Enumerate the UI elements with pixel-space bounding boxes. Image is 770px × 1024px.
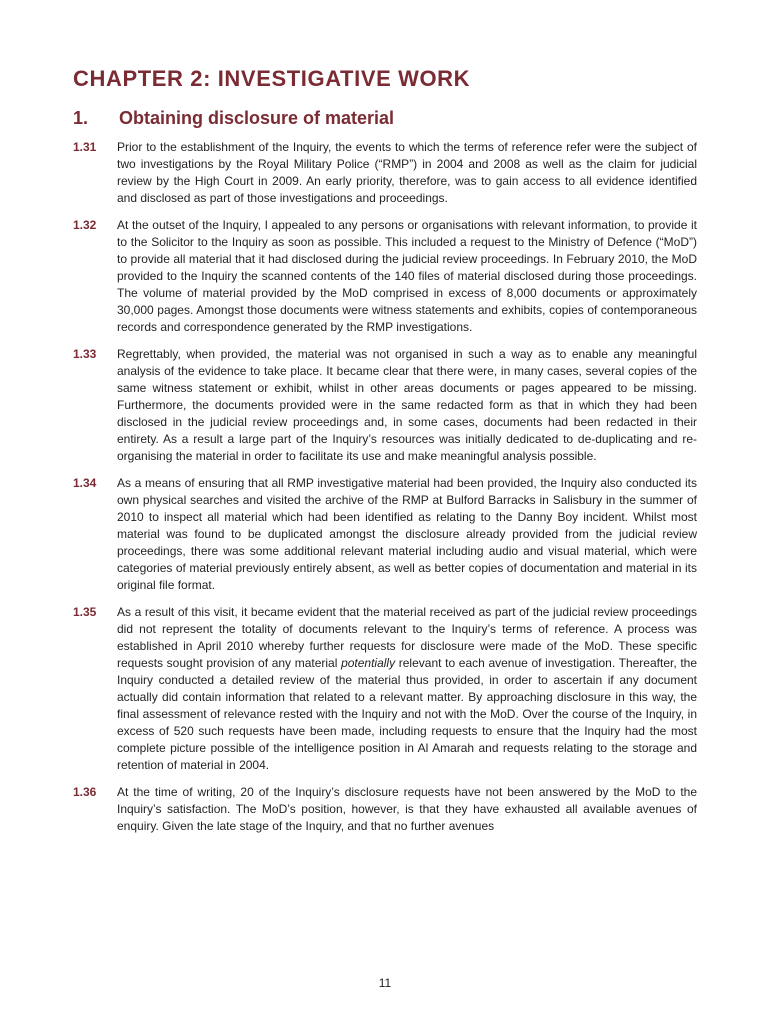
paragraph-number: 1.31 [73,140,97,154]
paragraph-1-31 [73,139,697,207]
paragraph-text: Regrettably, when provided, the material was not organised in such a way as to enable any meaningful analysis of the evidence to take place. It became clear that there were, in many cases, several copies of the same witness statement or exhibit, whilst in other areas documents or pages appeared to be missing. Furthermore, the documents provided were in the same redacted form as that in which they had been disclosed in the judicial review proceedings and, in some cases, documents had been redacted in their entirety. As a result a large part of the Inquiry’s resources was initially dedicated to de-duplicating and re-organising the material in order to facilitate its use and make meaningful analysis possible. [117,347,697,463]
paragraph-text-part: As a result of this visit, it became evident that the material received as part of the judicial review proceedings did not represent the totality of documents relevant to the Inquiry’s terms of reference. A process was established in April 2010 whereby further requests for disclosure were made of the MoD. These specific requests sought provision of any material [117,605,697,670]
paragraph-1-35 [73,604,697,774]
paragraph-number: 1.34 [73,476,97,490]
paragraph-number: 1.33 [73,347,97,361]
paragraph-list [73,139,697,845]
paragraph-1-36 [73,784,697,835]
section-number: 1. [73,108,89,128]
paragraph-emphasis: potentially [341,656,396,670]
section-heading [73,108,394,129]
paragraph-text-part: relevant to each avenue of investigation. Thereafter, the Inquiry conducted a detailed review of the material thus provided, in order to ascertain if any document actually did contain information that related to a relevant matter. By approaching disclosure in this way, the final assessment of relevance rested with the Inquiry and not with the MoD. Over the course of the Inquiry, in excess of 520 such requests have been made, including requests to ensure that the Inquiry had the most complete picture possible of the intelligence position in Al Amarah and requests relating to the storage and retention of material in 2004. [117,656,697,772]
paragraph-text: At the time of writing, 20 of the Inquiry’s disclosure requests have not been answered by the MoD to the Inquiry’s satisfaction. The MoD’s position, however, is that they have exhausted all available avenues of enquiry. Given the late stage of the Inquiry, and that no further avenues [117,785,697,833]
section-title: Obtaining disclosure of material [119,108,395,128]
paragraph-text: At the outset of the Inquiry, I appealed to any persons or organisations with relevant information, to provide it to the Solicitor to the Inquiry as soon as possible. This included a request to the Ministry of Defence (“MoD”) to provide all material that it had disclosed during the judicial review proceedings. In February 2010, the MoD provided to the Inquiry the scanned contents of the 140 files of material disclosed during those proceedings. The volume of material provided by the MoD comprised in excess of 8,000 documents or approximately 30,000 pages. Amongst those documents were witness statements and exhibits, copies of contemporaneous records and correspondence generated by the RMP investigations. [117,218,697,334]
paragraph-1-32 [73,217,697,336]
paragraph-text: As a means of ensuring that all RMP investigative material had been provided, the Inquiry also conducted its own physical searches and visited the archive of the RMP at Bulford Barracks in Salisbury in the summer of 2010 to inspect all material which had been identified as relating to the Danny Boy incident. Whilst most material was found to be duplicated amongst the disclosure already provided from the judicial review proceedings, there was some additional relevant material including audio and visual material, which were categories of material previously entirely absent, as well as better copies of documentation and material in its original file format. [117,476,697,592]
chapter-title: CHAPTER 2: INVESTIGATIVE WORK [73,66,471,91]
paragraph-number: 1.35 [73,605,97,619]
paragraph-text: Prior to the establishment of the Inquiry, the events to which the terms of reference refer were the subject of two investigations by the Royal Military Police (“RMP”) in 2004 and 2008 as well as the claim for judicial review by the High Court in 2009. An early priority, therefore, was to gain access to all evidence identified and disclosed as part of those investigations and proceedings. [117,140,697,205]
page-number: 11 [378,976,392,990]
paragraph-1-33 [73,346,697,465]
paragraph-number: 1.36 [73,785,97,799]
paragraph-1-34 [73,475,697,594]
paragraph-number: 1.32 [73,218,97,232]
paragraph-text [117,604,697,774]
